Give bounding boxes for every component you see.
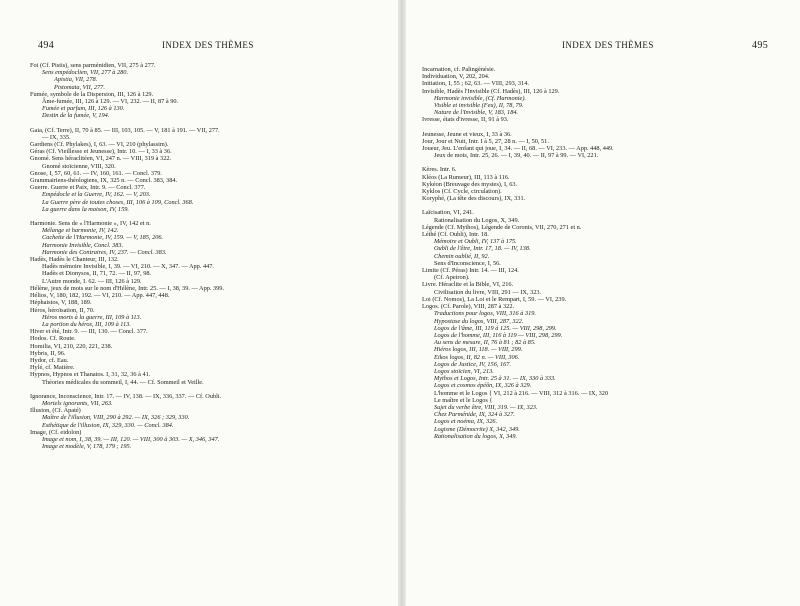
index-entry: Gnomé. Sens héraclitéen, VI, 247 n. — VIII, 319 à 322. [30, 155, 172, 163]
index-entry: Logos et cosmos épéôn, IX, 326 à 329. [434, 382, 532, 390]
index-entry: Chez Parménide, IX, 324 à 327. [434, 411, 515, 419]
index-entry: Fumée et parfum, III, 126 à 130. [42, 105, 125, 113]
index-entry: La Guerre père de toutes choses, III, 106 à 109, Concl. 368. [42, 198, 194, 206]
index-entry: Traductions pour logos, VIII, 316 à 319. [434, 310, 536, 318]
index-entry: Rationalisation du Logos, X, 349. [434, 216, 520, 224]
index-entry: Jeux de mots, Intr. 25, 26. — I, 39, 40. — II, 97 à 99. — VI, 221. [434, 152, 599, 160]
index-entry: Gaia, (Cf. Terre), II, 70 à 85. — III, 103, 105. — V, 181 à 191. — VII, 277. [30, 126, 220, 134]
index-entry: Hylé, cf. Matière. [30, 364, 75, 372]
index-entry: Géras (Cf. Vieillesse et Jeunesse), Intr. 10. — I, 33 à 36. [30, 148, 172, 156]
index-entry: (Cf. Apeiron). [434, 274, 470, 282]
index-entry: Héphaistos, V, 188, 189. [30, 299, 92, 307]
index-entry: Fumée, symbole de la Dispersion, III, 126 à 129. [30, 90, 154, 98]
index-entry: La guerre dans la maison, IV, 159. [42, 205, 129, 213]
index-entry: Hélios, V, 180, 182, 192. — VI, 210. — App. 447, 448. [30, 292, 170, 300]
index-entry: Destin de la fumée, V, 194. [42, 112, 110, 120]
index-entry: Le maître et le Logos { [434, 396, 493, 404]
left-page-number: 494 [38, 40, 55, 51]
index-entry: Laïcisation, VI, 241. [422, 209, 474, 217]
index-entry: Ivresse, états d'ivresse, II, 91 à 93. [422, 116, 509, 124]
index-entry: Gardiens (Cf. Phylakes), I, 63. — VI, 210 (phylassim). [30, 141, 169, 149]
index-entry: Mortels ignorants, VII, 263. [42, 399, 113, 407]
index-entry: Kykéon (Breuvage des mystes), I, 63. [422, 180, 518, 188]
left-running-head: INDEX DES THÈMES [162, 40, 254, 50]
index-entry: Logos de l'âme, III, 119 à 125. — VIII, 298, 299. [434, 324, 557, 332]
right-running-head: INDEX DES THÈMES [562, 40, 654, 50]
right-page [404, 0, 800, 606]
index-entry: Héros, héroïsation, II, 70. [30, 306, 95, 314]
index-entry: Esthétique de l'illusion, IX, 329, 330. — Concl. 384. [42, 421, 174, 429]
index-entry: Jeunesse, Jeune et vieux, I, 33 à 36. [422, 130, 512, 138]
index-entry: Apistia, VII, 278. [54, 76, 98, 84]
index-entry: Image et modèle, V, 178, 179 ; 195. [42, 443, 132, 451]
index-entry: Maître de l'illusion, VIII, 290 à 292. — IX, 326 ; 329, 330. [42, 414, 190, 422]
index-entry: Sens d'Inconscience, I, 56. [434, 259, 501, 267]
index-entry: Héros morts à la guerre, III, 109 à 113. [42, 313, 142, 321]
index-entry: Eikos logos, II, 82 n. — VIII, 306. [434, 353, 520, 361]
index-entry: Hadès mémoire Invisible, I, 39. — VI, 210. — X, 347. — App. 447. [42, 263, 214, 271]
index-entry: Jour, Jour et Nuit, Intr. I à 5, 27, 28 n. — I, 50, 51. [422, 137, 549, 145]
index-entry: Hélène, jeux de mots sur le nom d'Hélène, Intr. 25. — I, 38, 39. — App. 399. [30, 284, 225, 292]
index-entry: Harmonie invisible, (Cf. Harmonie). [434, 94, 526, 102]
index-entry: — IX, 335. [42, 133, 71, 141]
index-entry: Hadès et Dionysos, II, 71, 72. — II, 97, 98. [42, 270, 152, 278]
index-entry: Logos de Justice, IV, 156, 167. [434, 360, 512, 368]
index-entry: Livre. Héraclite et la Bible, VI, 216. [422, 281, 514, 289]
index-entry: Hypostase du logos, VIII, 287, 322. [434, 317, 524, 325]
index-entry: Logos de l'homme, III, 116 à 119 — VIII, 298, 299. [434, 331, 563, 339]
index-entry: Harmonie Invisible, Concl. 383. [42, 241, 124, 249]
index-entry: Initiation, I, 55 ; 62, 63. — VIII, 293, 314. [422, 80, 529, 88]
index-entry: Homilia, VI, 210, 220, 221, 238. [30, 342, 113, 350]
index-entry: Théories médicales du sommeil, I, 44. — Cf. Sommeil et Veille. [42, 378, 204, 386]
index-entry: Logos et noéma, IX, 326. [434, 418, 498, 426]
entry-spacer [422, 159, 792, 166]
index-entry: Oubli de l'être, Intr. 17, 18. — IV, 138. [434, 245, 531, 253]
index-entry: Gnose, I, 57, 60, 61. — IV, 160, 161. — Concl. 379. [30, 169, 162, 177]
index-entry: Image et nom, I, 38, 39. — III, 120. — VIII, 300 à 303. — X, 346, 347. [42, 435, 220, 443]
entry-spacer [30, 213, 394, 220]
index-entry: Cachette de l'Harmonie, IV, 159. — V, 185, 206. [42, 234, 164, 242]
index-entry: Joueur, Jeu. L'enfant qui joue, I, 34. — II, 68. — VI, 233. — App. 448, 449. [422, 145, 614, 153]
index-entry: Civilisation du livre, VIII, 291 — IX, 323. [434, 288, 542, 296]
index-entry: Rationalisation du logos, X, 349. [434, 432, 518, 440]
index-entry: Guerre. Guerre et Paix, Intr. 9. — Concl. 377. [30, 184, 146, 192]
index-entry: Harmonie des Contraires, IV, 237. — Concl. 383. [42, 248, 167, 256]
right-page-number: 495 [752, 40, 769, 51]
index-entry: Mémoire et Oubli, IV, 137 à 175. [434, 238, 517, 246]
index-entry: Mythos et Logos, Intr. 25 à 31. — IX, 330 à 333. [434, 375, 556, 383]
index-entry: Logos. (Cf. Parole), VIII, 287 à 322. [422, 303, 515, 311]
index-entry: L'Autre monde, I. 62. — III, 126 à 129. [42, 277, 142, 285]
index-entry: Limite (Cf. Péras) Intr. 14. — III, 124. [422, 267, 519, 275]
index-entry: Ignorance, Inconscience, Intr. 17. — IV, 138. — IX, 336, 337. — Cf. Oubli. [30, 392, 222, 400]
index-entry: Invisible, Hadès l'Invisible (Cf. Hadès), III, 126 à 129. [422, 87, 560, 95]
index-entry: Illusion, (Cf. Apaté) [30, 407, 81, 415]
index-entry: Logos stoïcien, VI, 213. [434, 367, 494, 375]
index-entry: Nature de l'Invisible, V, 183, 184. [434, 109, 519, 117]
index-entry: Hypnos, Hypnos et Thanatos. I, 31, 32, 36 à 41. [30, 371, 151, 379]
entry-spacer [422, 202, 792, 209]
index-entry: Âme-fumée, III, 126 à 129. — VI, 232. — II, 87 à 90. [42, 98, 179, 106]
index-entry: Hodos. Cf. Route. [30, 335, 76, 343]
index-entry: Sujet du verbe être, VIII, 319. — IX, 323. [434, 403, 538, 411]
index-entry: Incarnation, cf. Palingénésie. [422, 66, 496, 73]
index-entry: Léthé (Cf. Oubli), Intr. 18. [422, 231, 489, 239]
index-entry: Hadès, Hadès le Chanteur, III, 132. [30, 256, 119, 264]
index-entry: Foi (Cf. Pistis), sens parménidien, VII, 275 à 277. [30, 62, 156, 69]
index-entry: Loi (Cf. Nomos), La Loi et le Rempart, I, 59. — VI, 239. [422, 295, 567, 303]
index-entry: Mélange et harmonie, IV, 142. [42, 227, 119, 235]
index-entry: Koryphé, (La tête des discours), IX, 331. [422, 195, 526, 203]
index-entry: Logisme (Démocrite) X, 342, 349. [434, 425, 520, 433]
index-entry: Kères. Intr. 6. [422, 166, 457, 174]
index-entry: Hiéros logos, III, 118. — VIII, 299. [434, 346, 523, 354]
index-entry: Pistomata, VII, 277. [54, 83, 105, 91]
entry-spacer [422, 124, 792, 131]
index-entry: Image, (Cf. eidolon) [30, 428, 82, 436]
index-entry: Hiver et été, Intr. 9. — III, 130. — Concl. 377. [30, 328, 148, 336]
index-entry: Individuation, V, 202, 204. [422, 73, 490, 81]
index-entry: Visible et invisible (Feu), II, 78, 79. [434, 102, 524, 110]
index-entry: L'homme et le Logos { VI, 212 à 216. — VIII, 312 à 316. — IX, 320 [434, 389, 609, 397]
index-entry: Kyklos (Cf. Cycle, circulation). [422, 188, 502, 196]
index-entry: Chemin oublié, II, 92. [434, 252, 490, 260]
entry-spacer [30, 120, 394, 127]
left-index-entries [30, 62, 394, 450]
index-entry: Hybris, II, 96. [30, 349, 66, 357]
index-entry: Hydor, cf. Eau. [30, 356, 69, 364]
index-entry: Gnomé stoïcienne, VIII, 320. [42, 162, 116, 170]
index-entry: Harmonie. Sens de « l'Harmonie », IV, 142 et n. [30, 220, 151, 228]
right-index-entries [422, 66, 792, 440]
index-entry: La portion du héros, III, 109 à 113. [42, 320, 131, 328]
entry-spacer [30, 386, 394, 393]
index-entry: Au sens de mesure, II, 76 à 81 ; 82 à 85. [434, 339, 536, 347]
index-entry: Grammairiens-théologiens, IX, 325 n. — Concl. 383, 384. [30, 177, 178, 185]
index-entry: Sens empédoclien, VII, 277 à 280. [42, 69, 129, 77]
index-entry: Kléos (La Rumeur), III, 113 à 116. [422, 173, 510, 181]
index-entry: Légende (Cf. Mythos), Légende de Coronis, VII, 270, 271 et n. [422, 223, 582, 231]
index-entry: Empédocle et la Guerre, IV, 162. — V, 203. [42, 191, 151, 199]
